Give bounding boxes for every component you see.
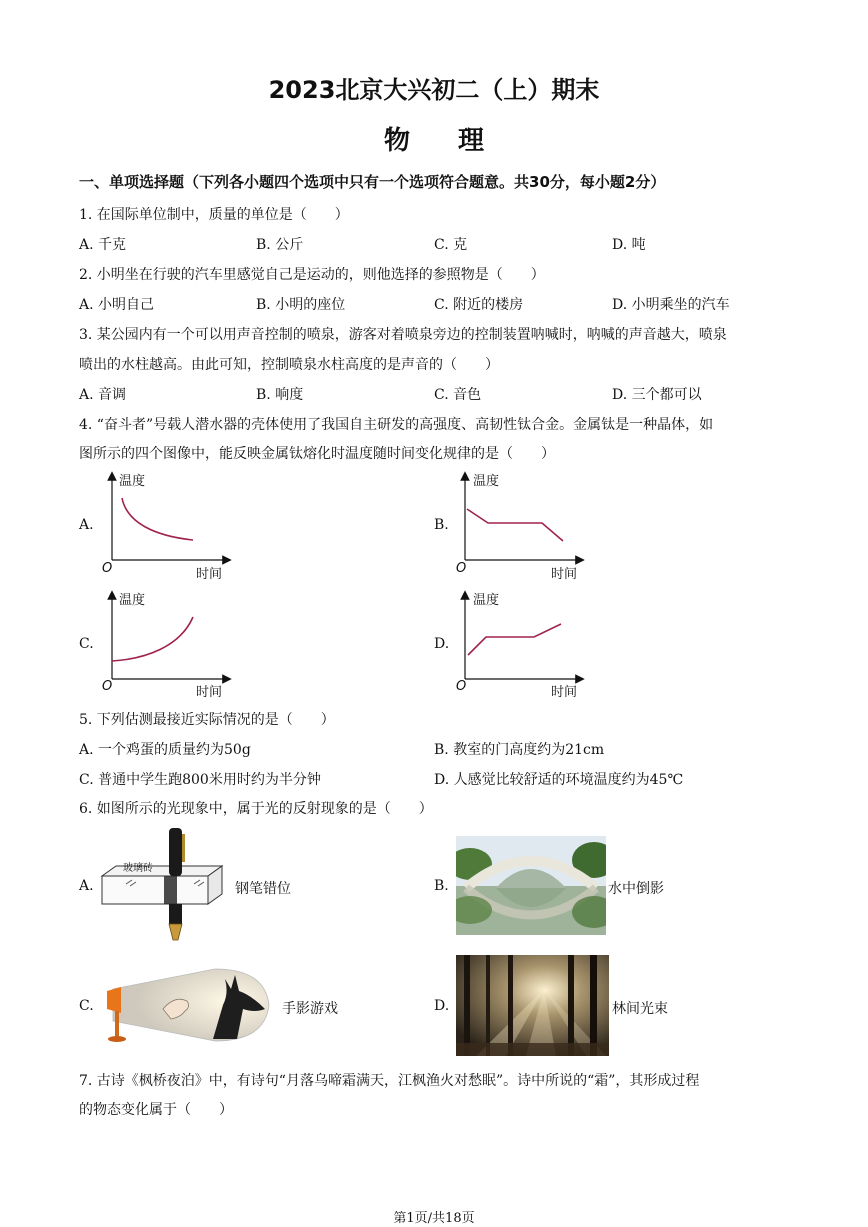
x-label-b: 时间 xyxy=(551,567,578,582)
q6-letter-b: B. xyxy=(434,878,449,894)
section-heading: 一、单项选择题（下列各小题四个选项中只有一个选项符合题意。共30分，每小题2分） xyxy=(79,173,666,191)
curve-b xyxy=(467,509,563,541)
hand-shadow-illustration xyxy=(105,965,275,1045)
q3-option-d: D. 三个都可以 xyxy=(612,387,702,403)
q7-stem-line2: 的物态变化属于（ ） xyxy=(79,1102,233,1118)
q1-option-a: A. 千克 xyxy=(79,237,127,253)
x-label-d: 时间 xyxy=(551,685,578,700)
y-label-c: 温度 xyxy=(119,593,146,608)
q2-option-d: D. 小明乘坐的汽车 xyxy=(612,297,730,313)
q5-stem: 5. 下列估测最接近实际情况的是（ ） xyxy=(79,712,335,728)
q4-letter-d: D. xyxy=(434,636,450,652)
origin-d: O xyxy=(456,679,467,694)
q2-stem: 2. 小明坐在行驶的汽车里感觉自己是运动的，则他选择的参照物是（ ） xyxy=(79,267,545,283)
q3-option-b: B. 响度 xyxy=(256,387,304,403)
q1-stem: 1. 在国际单位制中，质量的单位是（ ） xyxy=(79,207,349,223)
curve-a xyxy=(122,498,193,540)
y-label-b: 温度 xyxy=(473,474,500,489)
q2-option-c: C. 附近的楼房 xyxy=(434,297,524,313)
q6-letter-c: C. xyxy=(79,998,94,1014)
q4-letter-a: A. xyxy=(79,517,94,533)
q4-graph-a xyxy=(95,468,245,580)
caption-a: 钢笔错位 xyxy=(235,881,291,897)
q1-option-c: C. 克 xyxy=(434,237,468,253)
q3-stem-line2: 喷出的水柱越高。由此可知，控制喷泉水柱高度的是声音的（ ） xyxy=(79,357,499,373)
q5-option-c: C. 普通中学生跑800米用时约为半分钟 xyxy=(79,772,321,788)
origin-a: O xyxy=(102,561,113,576)
q2-option-a: A. 小明自己 xyxy=(79,297,155,313)
q4-graph-c xyxy=(95,587,245,699)
curve-d xyxy=(468,624,561,655)
y-label-d: 温度 xyxy=(473,593,500,608)
q3-option-c: C. 音色 xyxy=(434,387,482,403)
caption-b: 水中倒影 xyxy=(608,881,664,897)
q3-option-a: A. 音调 xyxy=(79,387,127,403)
q2-option-b: B. 小明的座位 xyxy=(256,297,346,313)
x-label-a: 时间 xyxy=(196,567,223,582)
origin-b: O xyxy=(456,561,467,576)
q4-letter-b: B. xyxy=(434,517,449,533)
page-number: 第1页/共18页 xyxy=(393,1211,475,1226)
exam-title: 2023北京大兴初二（上）期末 xyxy=(268,76,600,104)
bridge-reflection-photo xyxy=(456,836,606,935)
q6-letter-d: D. xyxy=(434,998,450,1014)
q6-letter-a: A. xyxy=(79,878,94,894)
q1-option-b: B. 公斤 xyxy=(256,237,304,253)
q5-option-a: A. 一个鸡蛋的质量约为50g xyxy=(79,742,251,758)
subject-title: 物理 xyxy=(383,126,532,156)
q4-letter-c: C. xyxy=(79,636,94,652)
origin-c: O xyxy=(102,679,113,694)
q7-stem-line1: 7. 古诗《枫桥夜泊》中，有诗句“月落乌啼霜满天，江枫渔火对愁眠”。诗中所说的“霜”，其形成过程 xyxy=(79,1073,700,1089)
q4-stem-line1: 4. “奋斗者”号载人潜水器的壳体使用了我国自主研发的高强度、高韧性钛合金。金属钛是一种晶体，如 xyxy=(79,417,714,433)
pen-glass-illustration xyxy=(98,826,230,946)
caption-d: 林间光束 xyxy=(612,1001,668,1017)
caption-c: 手影游戏 xyxy=(282,1001,338,1017)
curve-c xyxy=(112,617,193,661)
forest-light-photo xyxy=(456,955,609,1056)
q1-option-d: D. 吨 xyxy=(612,237,646,253)
y-label-a: 温度 xyxy=(119,474,146,489)
glass-label: 玻璃砖 xyxy=(123,863,153,874)
x-label-c: 时间 xyxy=(196,685,223,700)
q5-option-d: D. 人感觉比较舒适的环境温度约为45℃ xyxy=(434,772,684,788)
q3-stem-line1: 3. 某公园内有一个可以用声音控制的喷泉，游客对着喷泉旁边的控制装置呐喊时，呐喊的声音越大，喷泉 xyxy=(79,327,727,343)
q6-stem: 6. 如图所示的光现象中，属于光的反射现象的是（ ） xyxy=(79,801,433,817)
q5-option-b: B. 教室的门高度约为21cm xyxy=(434,742,605,758)
q4-stem-line2: 图所示的四个图像中，能反映金属钛熔化时温度随时间变化规律的是（ ） xyxy=(79,446,555,462)
